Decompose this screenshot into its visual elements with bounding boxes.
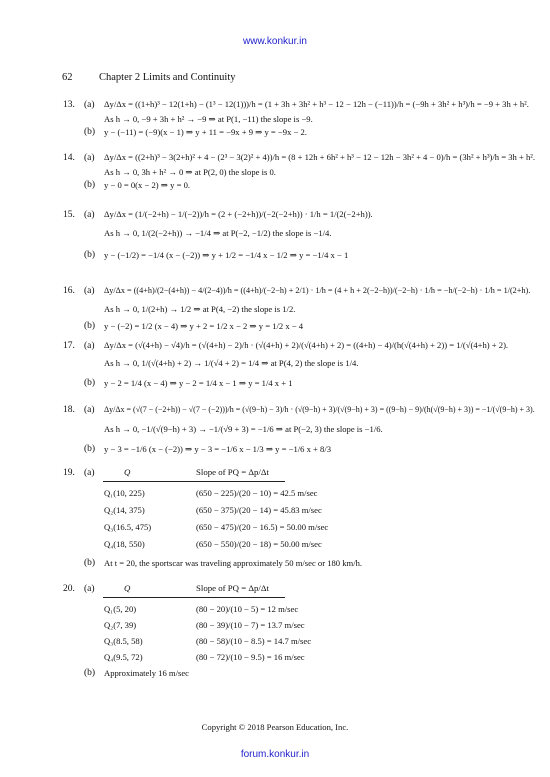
equation-line: y − 3 = −1/6 (x − (−2)) ⇒ y − 3 = −1/6 x − 1/3 ⇒ y = −1/6 x + 8/3 bbox=[104, 444, 332, 454]
part-a-label: (a) bbox=[84, 341, 95, 351]
part-a-label: (a) bbox=[84, 286, 95, 296]
table-row-slope: (650 − 475)/(20 − 16.5) = 50.00 m/sec bbox=[196, 522, 329, 532]
table-row-slope: (80 − 58)/(10 − 8.5) = 14.7 m/sec bbox=[196, 636, 312, 646]
table-header-slope: Slope of PQ = Δp/Δt bbox=[196, 583, 269, 593]
equation-line: Δy/Δx = ((1+h)³ − 12(1+h) − (1³ − 12(1)))/h = (1 + 3h + 3h² + h³ − 12 − 12h − (−11))/h = (−9h + 3h² + h³)/h = −9 + 3h + h². bbox=[104, 99, 529, 109]
part-b-label: (b) bbox=[84, 668, 96, 678]
page-number: 62 bbox=[62, 72, 73, 83]
table-row-q: Q₄(18, 550) bbox=[104, 539, 145, 549]
table-header-q: Q bbox=[124, 467, 131, 477]
equation-line: y − 0 = 0(x − 2) ⇒ y = 0. bbox=[104, 180, 191, 190]
part-a-label: (a) bbox=[84, 100, 95, 110]
part-b-label: (b) bbox=[84, 250, 96, 260]
table-row-q: Q₁(10, 225) bbox=[104, 488, 145, 498]
problem-number: 13. bbox=[63, 100, 75, 110]
problem-number: 17. bbox=[63, 341, 75, 351]
equation-line: As h → 0, 3h + h² → 0 ⇒ at P(2, 0) the slope is 0. bbox=[104, 167, 276, 177]
part-b-label: (b) bbox=[84, 321, 96, 331]
answer-line: At t = 20, the sportscar was traveling approximately 50 m/sec or 180 km/h. bbox=[104, 558, 363, 568]
table-rule bbox=[103, 597, 285, 598]
equation-line: As h → 0, −9 + 3h + h² → −9 ⇒ at P(1, −11) the slope is −9. bbox=[104, 114, 313, 124]
equation-line: As h → 0, 1/(2(−2+h)) → −1/4 ⇒ at P(−2, −1/2) the slope is −1/4. bbox=[104, 228, 332, 238]
table-row-slope: (80 − 20)/(10 − 5) = 12 m/sec bbox=[196, 604, 299, 614]
equation-line: y − (−1/2) = −1/4 (x − (−2)) ⇒ y + 1/2 = −1/4 x − 1/2 ⇒ y = −1/4 x − 1 bbox=[104, 250, 349, 260]
table-row-slope: (80 − 39)/(10 − 7) = 13.7 m/sec bbox=[196, 620, 305, 630]
part-a-label: (a) bbox=[84, 153, 95, 163]
equation-line: As h → 0, −1/(√(9−h) + 3) → −1/(√9 + 3) = −1/6 ⇒ at P(−2, 3) the slope is −1/6. bbox=[104, 424, 383, 434]
problem-number: 18. bbox=[63, 405, 75, 415]
table-row-q: Q₂(14, 375) bbox=[104, 505, 145, 515]
table-row-q: Q₄(9.5, 72) bbox=[104, 652, 143, 662]
table-row-q: Q₂(7, 39) bbox=[104, 620, 137, 630]
table-header-q: Q bbox=[124, 583, 131, 593]
problem-number: 19. bbox=[63, 468, 75, 478]
part-b-label: (b) bbox=[84, 444, 96, 454]
equation-line: Δy/Δx = (√(7 − (−2+h)) − √(7 − (−2)))/h = (√(9−h) − 3)/h · (√(9−h) + 3)/(√(9−h) + 3) = ((9−h) − 9)/(h(√(9−h) + 3)) = −1/(√(9−h) + 3). bbox=[104, 405, 535, 414]
equation-line: As h → 0, 1/(√(4+h) + 2) → 1/(√4 + 2) = 1/4 ⇒ at P(4, 2) the slope is 1/4. bbox=[104, 358, 359, 368]
problem-number: 14. bbox=[63, 153, 75, 163]
problem-number: 16. bbox=[63, 286, 75, 296]
equation-line: y − (−11) = (−9)(x − 1) ⇒ y + 11 = −9x + 9 ⇒ y = −9x − 2. bbox=[104, 127, 307, 137]
part-a-label: (a) bbox=[84, 210, 95, 220]
part-a-label: (a) bbox=[84, 584, 95, 594]
table-row-q: Q₃(16.5, 475) bbox=[104, 522, 152, 532]
chapter-title: Chapter 2 Limits and Continuity bbox=[99, 72, 236, 83]
table-row-slope: (650 − 375)/(20 − 14) = 45.83 m/sec bbox=[196, 505, 322, 515]
table-row-q: Q₃(8.5, 58) bbox=[104, 636, 143, 646]
part-b-label: (b) bbox=[84, 180, 96, 190]
part-b-label: (b) bbox=[84, 558, 96, 568]
equation-line: y − 2 = 1/4 (x − 4) ⇒ y − 2 = 1/4 x − 1 ⇒ y = 1/4 x + 1 bbox=[104, 378, 293, 388]
equation-line: As h → 0, 1/(2+h) → 1/2 ⇒ at P(4, −2) the slope is 1/2. bbox=[104, 304, 296, 314]
equation-line: Δy/Δx = ((2+h)³ − 3(2+h)² + 4 − (2³ − 3(2)² + 4))/h = (8 + 12h + 6h² + h³ − 12 − 12h − 3h² + 4 − 0)/h = (3h² + h³)/h = 3h + h². bbox=[104, 152, 535, 162]
table-header-slope: Slope of PQ = Δp/Δt bbox=[196, 467, 269, 477]
part-b-label: (b) bbox=[84, 378, 96, 388]
part-a-label: (a) bbox=[84, 405, 95, 415]
problem-number: 20. bbox=[63, 584, 75, 594]
table-row-q: Q₁(5, 20) bbox=[104, 604, 137, 614]
table-row-slope: (650 − 550)/(20 − 18) = 50.00 m/sec bbox=[196, 539, 322, 549]
equation-line: y − (−2) = 1/2 (x − 4) ⇒ y + 2 = 1/2 x − 2 ⇒ y = 1/2 x − 4 bbox=[104, 321, 304, 331]
table-row-slope: (80 − 72)/(10 − 9.5) = 16 m/sec bbox=[196, 652, 305, 662]
top-watermark-link[interactable]: www.konkur.in bbox=[243, 36, 307, 47]
table-rule bbox=[103, 481, 285, 482]
part-b-label: (b) bbox=[84, 127, 96, 137]
answer-line: Approximately 16 m/sec bbox=[104, 668, 189, 678]
equation-line: Δy/Δx = ((4+h)/(2−(4+h)) − 4/(2−4))/h = ((4+h)/(−2−h) + 2/1) · 1/h = (4 + h + 2(−2−h))/(−2−h) · 1/h = −h/(−2−h) · 1/h = 1/(2+h). bbox=[104, 286, 531, 295]
equation-line: Δy/Δx = (√(4+h) − √4)/h = (√(4+h) − 2)/h · (√(4+h) + 2)/(√(4+h) + 2) = ((4+h) − 4)/(h(√(4+h) + 2)) = 1/(√(4+h) + 2). bbox=[104, 340, 509, 350]
part-a-label: (a) bbox=[84, 468, 95, 478]
equation-line: Δy/Δx = (1/(−2+h) − 1/(−2))/h = (2 + (−2+h))/(−2(−2+h)) · 1/h = 1/(2(−2+h)). bbox=[104, 209, 373, 219]
bottom-watermark-link[interactable]: forum.konkur.in bbox=[240, 749, 310, 760]
copyright-notice: Copyright © 2018 Pearson Education, Inc. bbox=[201, 722, 349, 732]
problem-number: 15. bbox=[63, 210, 75, 220]
table-row-slope: (650 − 225)/(20 − 10) = 42.5 m/sec bbox=[196, 488, 318, 498]
